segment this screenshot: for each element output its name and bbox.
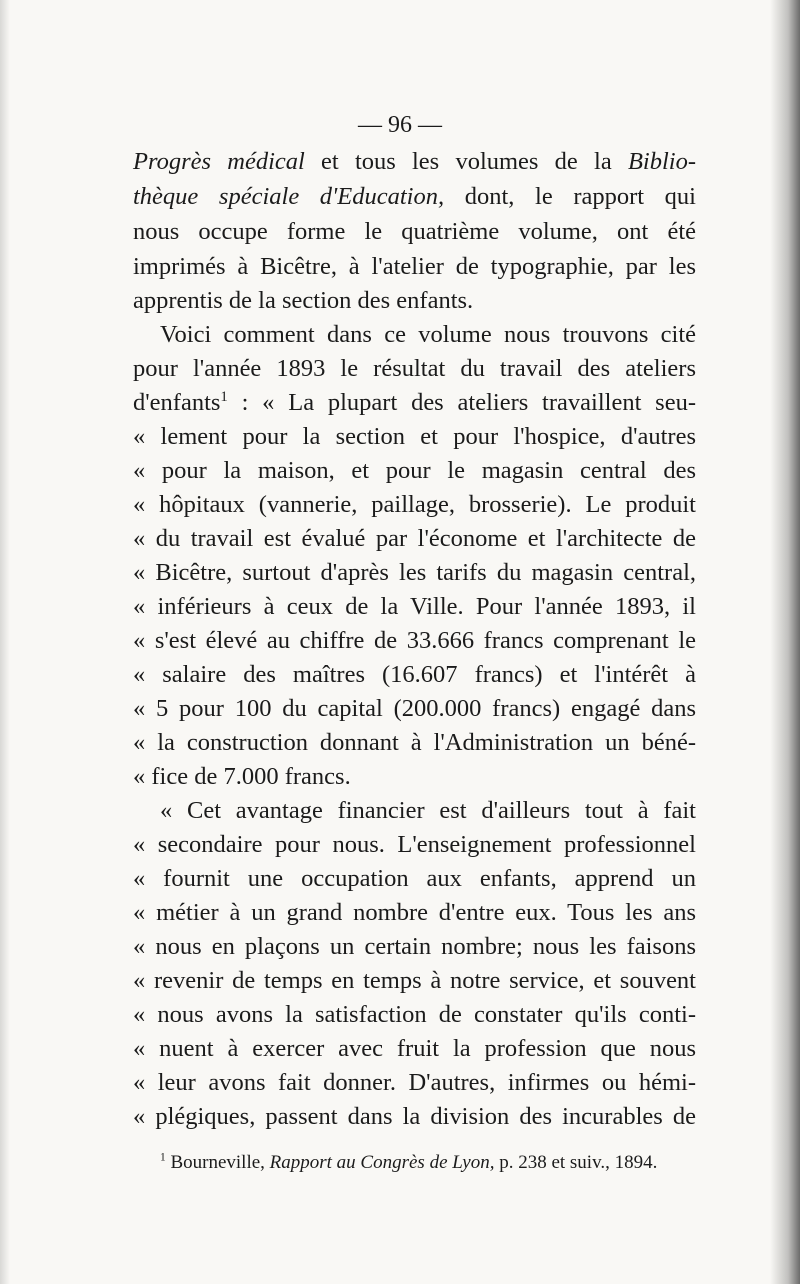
text-line-10: « pour la maison, et pour le magasin central des (133, 457, 696, 484)
text-line-22: « fournit une occupation aux enfants, apprend un (133, 865, 696, 892)
text-line-7: pour l'année 1893 le résultat du travail des ateliers (133, 355, 696, 382)
text-line-3: nous occupe forme le quatrième volume, ont été (133, 218, 696, 245)
footnote-number: 1 (160, 1151, 166, 1164)
text-line-13: « Bicêtre, surtout d'après les tarifs du magasin central, (133, 559, 696, 586)
text-line-15: « s'est élevé au chiffre de 33.666 francs comprenant le (133, 627, 696, 654)
text-line-26: « nous avons la satisfaction de constater qu'ils conti- (133, 1001, 696, 1028)
text-line-12: « du travail est évalué par l'économe et l'architecte de (133, 525, 696, 552)
text-line-19: « fice de 7.000 francs. (133, 763, 351, 790)
text-line-8: d'enfants$^1$ : « La plupart des ateliers travaillent seu- (133, 388, 696, 416)
footnote-marker: 1 (220, 388, 228, 405)
italic-title: Biblio- (627, 148, 696, 175)
text-line-21: « secondaire pour nous. L'enseignement professionnel (133, 831, 696, 858)
text-line-25: « revenir de temps en temps à notre service, et souvent (133, 967, 696, 994)
text-line-11: « hôpitaux (vannerie, paillage, brosserie). Le produit (133, 491, 696, 518)
text-line-17: « 5 pour 100 du capital (200.000 francs) engagé dans (133, 695, 696, 722)
text-line-6: Voici comment dans ce volume nous trouvons cité (160, 321, 696, 348)
text-line-20: « Cet avantage financier est d'ailleurs tout à fait (160, 797, 696, 824)
text-line-27: « nuent à exercer avec fruit la profession que nous (133, 1035, 696, 1062)
text-line-28: « leur avons fait donner. D'autres, infirmes ou hémi- (133, 1069, 696, 1096)
text-line-16: « salaire des maîtres (16.607 francs) et l'intérêt à (133, 661, 696, 688)
scan-edge-right (770, 0, 800, 1284)
italic-title: Progrès médical (133, 148, 305, 175)
text-line-18: « la construction donnant à l'Administration un béné- (133, 729, 696, 756)
text-line-5: apprentis de la section des enfants. (133, 287, 474, 314)
text-line-29: « plégiques, passent dans la division des incurables de (133, 1103, 696, 1130)
italic-title: thèque spéciale d'Education, (133, 183, 445, 210)
text-line-1: Progrès médical et tous les volumes de la Biblio- (133, 148, 696, 175)
scan-edge-left (0, 0, 10, 1284)
text-line-9: « lement pour la section et pour l'hospice, d'autres (133, 423, 696, 450)
text-line-4: imprimés à Bicêtre, à l'atelier de typographie, par les (133, 253, 696, 280)
page-number: — 96 — (358, 112, 442, 138)
text-line-2: thèque spéciale d'Education, dont, le rapport qui (133, 183, 696, 210)
footnote-title: Rapport au Congrès de Lyon, (269, 1152, 495, 1173)
footnote: $^1$ Bourneville, Rapport au Congrès de Lyon, p. 238 et suiv., 1894. (160, 1151, 658, 1173)
text-line-23: « métier à un grand nombre d'entre eux. Tous les ans (133, 899, 696, 926)
text-line-24: « nous en plaçons un certain nombre; nous les faisons (133, 933, 696, 960)
text-line-14: « inférieurs à ceux de la Ville. Pour l'année 1893, il (133, 593, 696, 620)
